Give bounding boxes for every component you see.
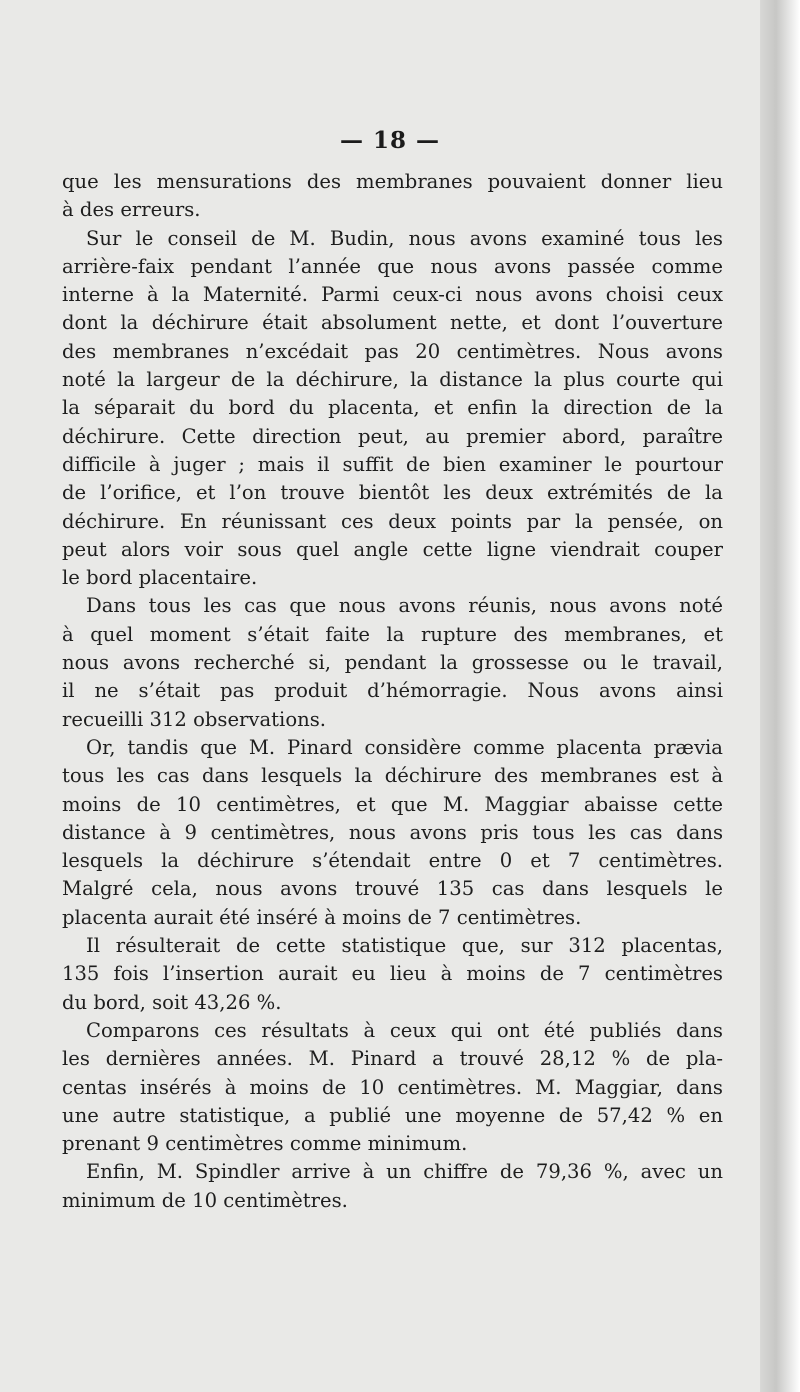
text-line: peut alors voir sous quel angle cette ligne viendrait couper — [62, 537, 723, 561]
text-line: noté la largeur de la déchirure, la distance la plus courte qui — [62, 368, 723, 392]
text-line: moins de 10 centimètres, et que M. Maggiar abaisse cette — [62, 792, 723, 816]
text-line: Il résulterait de cette statistique que, sur 312 placentas, — [86, 934, 723, 958]
text-line: Sur le conseil de M. Budin, nous avons examiné tous les — [86, 226, 723, 250]
text-line: une autre statistique, a publié une moyenne de 57,42 % en — [62, 1103, 723, 1127]
text-line: centas insérés à moins de 10 centimètres. M. Maggiar, dans — [62, 1075, 723, 1099]
text-line: recueilli 312 observations. — [62, 707, 327, 731]
text-line: le bord placentaire. — [62, 566, 258, 590]
text-line: distance à 9 centimètres, nous avons pris tous les cas dans — [62, 820, 723, 844]
text-line: déchirure. En réunissant ces deux points par la pensée, on — [62, 509, 723, 533]
text-line: déchirure. Cette direction peut, au premier abord, paraître — [62, 424, 723, 448]
text-line: dont la déchirure était absolument nette, et dont l’ouverture — [62, 311, 723, 335]
text-line: interne à la Maternité. Parmi ceux-ci nous avons choisi ceux — [62, 283, 723, 307]
text-line: nous avons recherché si, pendant la grossesse ou le travail, — [62, 651, 723, 675]
text-line: à quel moment s’était faite la rupture des membranes, et — [62, 622, 723, 646]
text-line: Or, tandis que M. Pinard considère comme placenta prævia — [86, 735, 723, 759]
text-line: Dans tous les cas que nous avons réunis, nous avons noté — [86, 594, 723, 618]
text-line: Malgré cela, nous avons trouvé 135 cas dans lesquels le — [62, 877, 723, 901]
text-line: placenta aurait été inséré à moins de 7 centimètres. — [62, 905, 582, 929]
body-text — [62, 168, 723, 1215]
text-line: difficile à juger ; mais il suffit de bien examiner le pourtour — [62, 452, 723, 476]
text-line: minimum de 10 centimètres. — [62, 1188, 348, 1212]
text-line: tous les cas dans lesquels la déchirure des membranes est à — [62, 764, 723, 788]
text-line: du bord, soit 43,26 %. — [62, 990, 282, 1014]
text-line: de l’orifice, et l’on trouve bientôt les deux extrémités de la — [62, 481, 723, 505]
text-line: des membranes n’excédait pas 20 centimètres. Nous avons — [62, 339, 723, 363]
text-line: les dernières années. M. Pinard a trouvé 28,12 % de pla- — [62, 1047, 723, 1071]
page-edge-shadow — [760, 0, 800, 1392]
text-line: que les mensurations des membranes pouvaient donner lieu — [62, 170, 723, 193]
text-line: Comparons ces résultats à ceux qui ont été publiés dans — [86, 1018, 723, 1042]
text-line: Enfin, M. Spindler arrive à un chiffre de 79,36 %, avec un — [86, 1160, 723, 1184]
page-number: — 18 — — [339, 127, 441, 154]
text-line: à des erreurs. — [62, 198, 201, 222]
text-line: lesquels la déchirure s’étendait entre 0 et 7 centimètres. — [62, 849, 723, 873]
text-line: il ne s’était pas produit d’hémorragie. Nous avons ainsi — [62, 679, 723, 703]
text-line: la séparait du bord du placenta, et enfin la direction de la — [62, 396, 723, 420]
text-line: 135 fois l’insertion aurait eu lieu à moins de 7 centimètres — [62, 962, 723, 986]
text-line: arrière-faix pendant l’année que nous avons passée comme — [62, 254, 723, 278]
text-line: prenant 9 centimètres comme minimum. — [62, 1132, 468, 1156]
